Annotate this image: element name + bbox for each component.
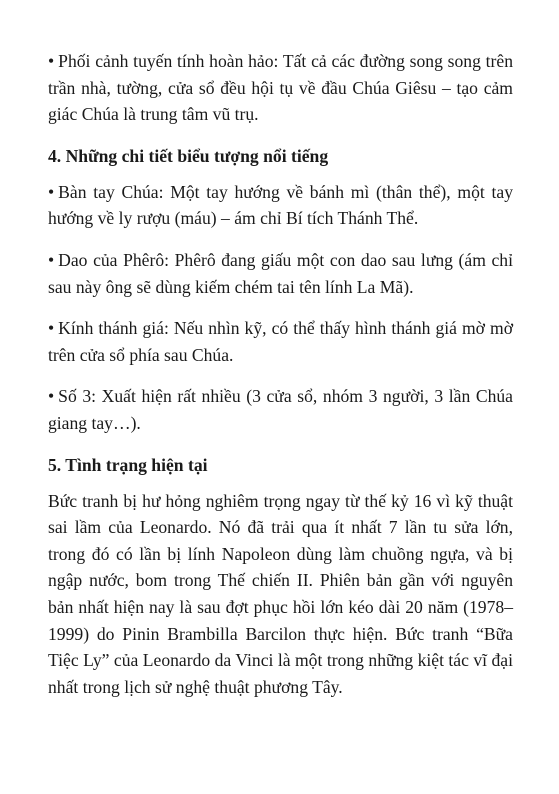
bullet-paragraph-cross-window (48, 315, 513, 368)
body-paragraph-current-state: Bức tranh bị hư hỏng nghiêm trọng ngay từ thế kỷ 16 vì kỹ thuật sai lầm của Leonardo. Nó đã trải qua ít nhất 7 lần tu sửa lớn, trong đó có lần bị lính Napoleon dùng làm chuồng ngựa, và bị ngập nước, bom trong Thế chiến II. Phiên bản gần với nguyên bản nhất hiện nay là sau đợt phục hồi lớn kéo dài 20 năm (1978–1999) do Pinin Brambilla Barcilon thực hiện. Bức tranh “Bữa Tiệc Ly” của Leonardo da Vinci là một trong những kiệt tác vĩ đại nhất trong lịch sử nghệ thuật phương Tây. (48, 490, 513, 697)
bullet-mark: • (48, 386, 55, 407)
bullet-mark: • (48, 51, 55, 71)
bullet-paragraph-perspective (48, 48, 513, 128)
bullet-text: Dao của Phêrô: Phêrô đang giấu một con dao sau lưng (ám chỉ sau này ông sẽ dùng kiếm chém tai tên lính La Mã). (48, 249, 513, 297)
bullet-paragraph-number-three (48, 383, 513, 436)
bullet-text: Bàn tay Chúa: Một tay hướng về bánh mì (thân thể), một tay hướng về ly rượu (máu) – ám chỉ Bí tích Thánh Thể. (48, 181, 513, 229)
bullet-mark: • (48, 318, 55, 339)
section-heading-5: 5. Tình trạng hiện tại (48, 454, 208, 475)
bullet-mark: • (48, 249, 55, 270)
bullet-text: Phối cảnh tuyến tính hoàn hảo: Tất cả các đường song song trên trần nhà, tường, cửa sổ đều hội tụ về đầu Chúa Giêsu – tạo cảm giác Chúa là trung tâm vũ trụ. (48, 51, 513, 125)
section-heading-4: 4. Những chi tiết biểu tượng nổi tiếng (48, 145, 329, 166)
bullet-paragraph-knife (48, 247, 513, 300)
bullet-paragraph-hands (48, 179, 513, 232)
bullet-text: Kính thánh giá: Nếu nhìn kỹ, có thể thấy hình thánh giá mờ mờ trên cửa sổ phía sau Chúa. (48, 318, 513, 365)
bullet-text: Số 3: Xuất hiện rất nhiều (3 cửa sổ, nhóm 3 người, 3 lần Chúa giang tay…). (48, 386, 513, 433)
bullet-mark: • (48, 181, 55, 202)
